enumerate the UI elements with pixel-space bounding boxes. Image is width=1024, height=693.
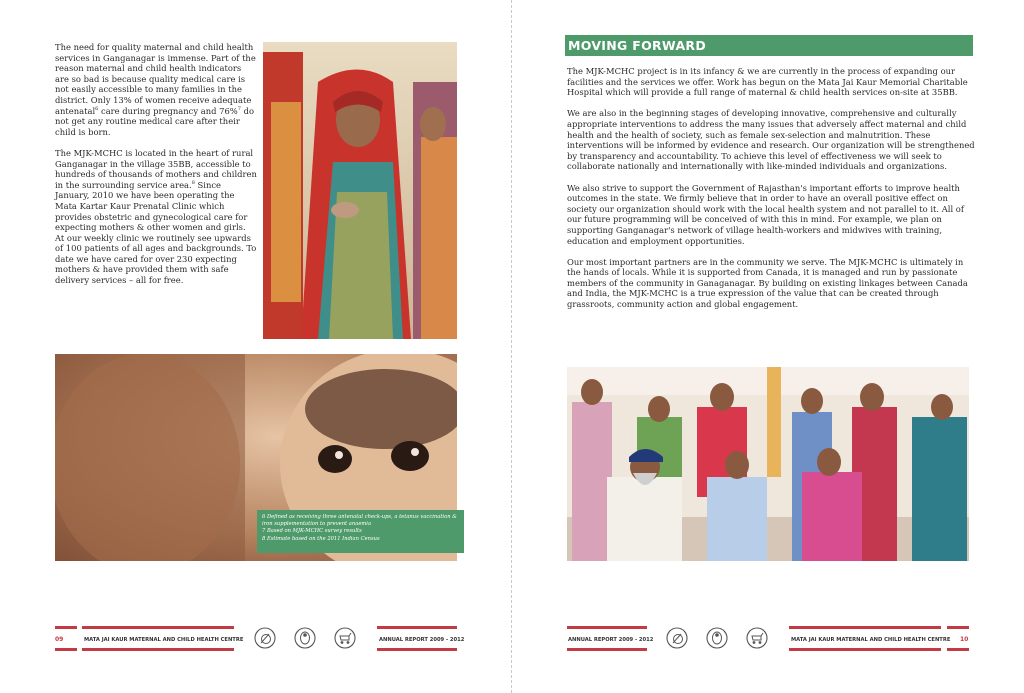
- left-body-text: [55, 42, 257, 296]
- footnote-8: 8 Estimate based on the 2011 Indian Census: [262, 535, 380, 542]
- footer-bar: [947, 648, 969, 651]
- page-spine: [511, 0, 512, 693]
- photo-community-group: [567, 367, 969, 561]
- footer-bar: [947, 626, 969, 629]
- paragraph-partners: Our most important partners are in the community we serve. The MJK-MCHC is ultimately in the hands of locals. While it is supported from Canada, it is managed and run by passionate members of the community in Ganaganagar. By building on existing linkages between Canada and India, the MJK-MCHC is a true expression of the value that can be created through grassroots, community action and global engagement.: [567, 256, 968, 310]
- footnotes-box: [257, 510, 464, 553]
- paragraph-expansion: The MJK-MCHC project is in its infancy & we are currently in the process of expanding our facilities and the services we offer. Work has begun on the Mata Jai Kaur Memorial Charitable Hospital which will provide a full range of maternal & child health services on-site at 35BB.: [567, 66, 968, 98]
- page-number: 09: [55, 636, 64, 643]
- photo-rajasthani-woman: [263, 42, 457, 339]
- fetus-icon: [706, 627, 728, 649]
- footer-bar: [789, 648, 941, 651]
- footer-report-title: ANNUAL REPORT 2009 - 2012: [568, 637, 654, 643]
- footer-bar: [567, 626, 647, 629]
- footnote-ref: 6: [95, 105, 99, 112]
- footer-org-name: MATA JAI KAUR MATERNAL AND CHILD HEALTH CENTRE: [84, 637, 244, 643]
- stroller-icon: [746, 627, 768, 649]
- paragraph-government: We also strive to support the Government of Rajasthan's important efforts to improve health outcomes in the state. We firmly believe that in order to have an overall positive effect on society our organization should work with the local health system and not parallel to it. All of our future programming will be conceived of with this in mind. For example, we plan on supporting Ganganagar's network of village health-workers and midwives with training, education and employment opportunities.: [567, 182, 964, 246]
- footer-bar: [82, 648, 234, 651]
- footnote-7: 7 Based on MJK-MCHC survey results: [262, 528, 362, 535]
- section-heading-banner: [565, 35, 973, 56]
- pregnancy-icon: [666, 627, 688, 649]
- footer-bar: [55, 626, 77, 629]
- page-number: 10: [960, 636, 969, 643]
- footer-report-title: ANNUAL REPORT 2009 - 2012: [379, 637, 465, 643]
- stroller-icon: [334, 627, 356, 649]
- footer-bar: [377, 648, 457, 651]
- footer-bar: [55, 648, 77, 651]
- fetus-icon: [294, 627, 316, 649]
- right-body-text: [567, 66, 975, 320]
- paragraph-location: The MJK-MCHC is located in the heart of rural Ganganagar in the village 35BB, accessible to hundreds of thousands of mothers and children in the surrounding service area.$^8$ Since January, 2010 we have been operating the Mata Kartar Kaur Prenatal Clinic which provides obstetric and gynecological care for expecting mothers & other women and girls. At our weekly clinic we routinely see upwards of 100 patients of all ages and backgrounds. To date we have cared for over 230 expecting mothers & have provided them with safe delivery services – all for free.: [55, 147, 257, 286]
- footer-bar: [567, 648, 647, 651]
- paragraph-need: The need for quality maternal and child health services in Ganganagar is immense. Part of the reason maternal and child health indicators are so bad is because quality medical care is not easily accessible to many families in the district. Only 13% of women receive adequate antenatal$^6$ care during pregnancy and 76%$^7$ do not get any routine medical care after their child is born.: [55, 42, 256, 137]
- footer-bar: [789, 626, 941, 629]
- paragraph-interventions: We are also in the beginning stages of developing innovative, comprehensive and culturally appropriate interventions to address the many issues that adversely affect maternal and child health and the health of society, such as female sex-selection and malnutrition. These interventions will be informed by evidence and research. Our organization will be strengthened by transparency and accountability. To achieve this level of effectiveness we will seek to collaborate nationally and internationally with like-minded individuals and organizations.: [567, 108, 975, 172]
- footnote-ref: 8: [191, 179, 195, 186]
- footnote-ref: 7: [237, 105, 241, 112]
- section-heading: MOVING FORWARD: [568, 38, 707, 53]
- footnote-6: 6 Defined as receiving three antenatal check-ups, a tetanus vaccination & iron supplementation to prevent anaemia: [262, 514, 457, 528]
- footer-org-name: MATA JAI KAUR MATERNAL AND CHILD HEALTH CENTRE: [791, 637, 951, 643]
- pregnancy-icon: [254, 627, 276, 649]
- footer-bar: [377, 626, 457, 629]
- footer-bar: [82, 626, 234, 629]
